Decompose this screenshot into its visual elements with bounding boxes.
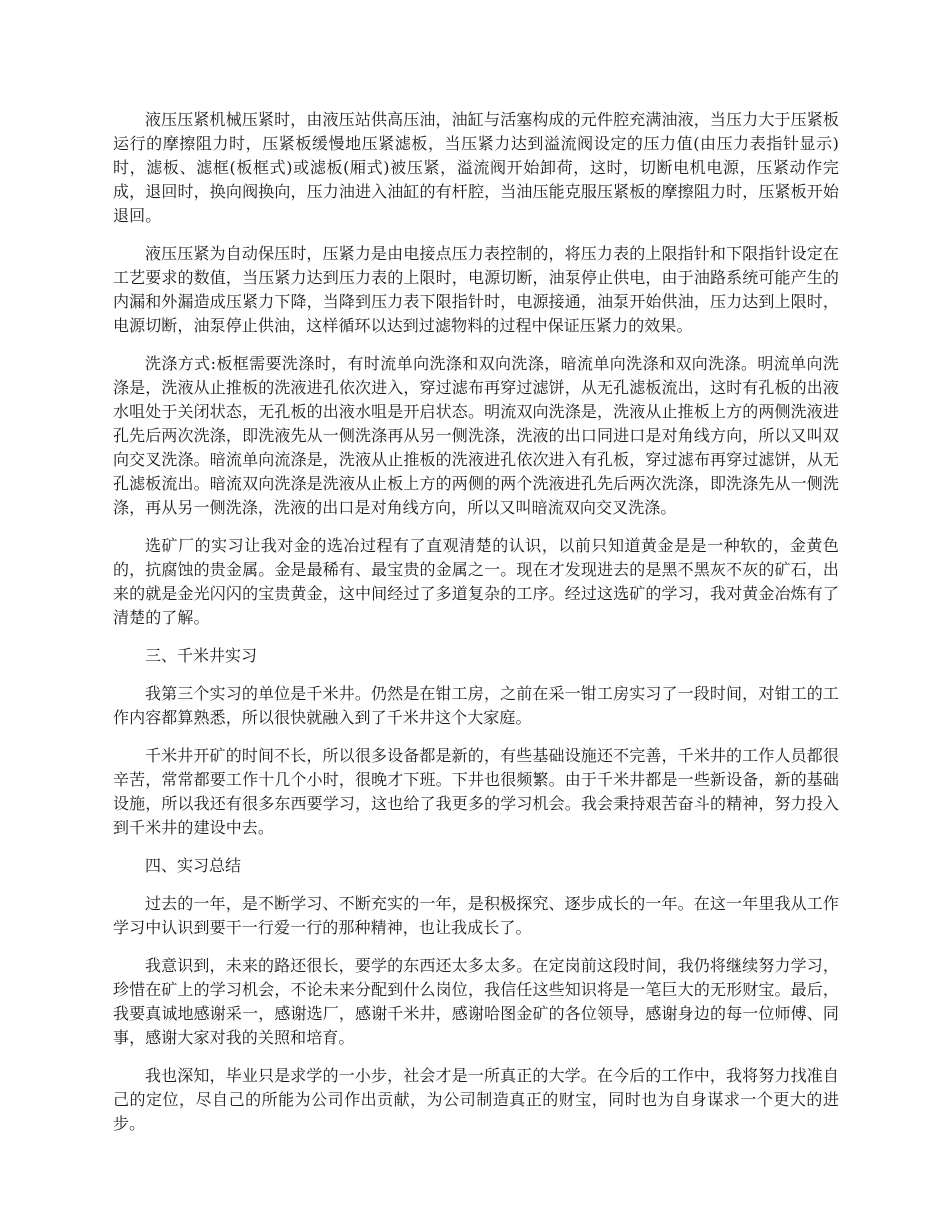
section-heading-kilometer-shaft: 三、千米井实习 (145, 646, 258, 665)
paragraph-washing-method: 洗涤方式:板框需要洗涤时，有时流单向洗涤和双向洗涤，暗流单向洗涤和双向洗涤。明流单向洗涤是，洗液从止推板的洗液进孔依次进入，穿过滤布再穿过滤饼，从无孔滤板流出，这时有孔板的出液水咀处于关闭状态，无孔板的出液水咀是开启状态。明流双向洗涤是，洗液从止推板上方的两侧洗液进孔先后两次洗涤，即洗液先从一侧洗涤再从另一侧洗涤，洗液的出口同进口是对角线方向，所以又叫双向交叉洗涤。暗流单向流涤是，洗液从止推板的洗液进孔依次进入有孔板，穿过滤布再穿过滤饼，从无孔滤板流出。暗流双向洗涤是洗液从止板上方的两侧的两个洗液进孔先后两次洗涤，即洗涤先从一侧洗涤，再从另一侧洗涤，洗液的出口是对角线方向，所以又叫暗流双向交叉洗涤。 (113, 354, 839, 517)
paragraph-past-year: 过去的一年，是不断学习、不断充实的一年，是积极探究、逐步成长的一年。在这一年里我从工作学习中认识到要干一行爱一行的那种精神，也让我成长了。 (113, 894, 839, 937)
paragraph-graduation: 我也深知，毕业只是求学的一小步，社会才是一所真正的大学。在今后的工作中，我将努力找准自己的定位，尽自己的所能为公司作出贡献，为公司制造真正的财宝，同时也为自身谋求一个更大的进步。 (113, 1066, 839, 1133)
paragraph-future-road: 我意识到，未来的路还很长，要学的东西还太多太多。在定岗前这段时间，我仍将继续努力学习，珍惜在矿上的学习机会，不论未来分配到什么岗位，我信任这些知识将是一笔巨大的无形财宝。最后，我要真诚地感谢采一，感谢选厂，感谢千米井，感谢哈图金矿的各位领导，感谢身边的每一位师傅、同事，感谢大家对我的关照和培育。 (113, 956, 839, 1047)
paragraph-ore-dressing: 选矿厂的实习让我对金的选冶过程有了直观清楚的认识，以前只知道黄金是是一种软的，金黄色的，抗腐蚀的贵金属。金是最稀有、最宝贵的金属之一。现在才发现进去的是黑不黑灰不灰的矿石，出来的就是金光闪闪的宝贵黄金，这中间经过了多道复杂的工序。经过这选矿的学习，我对黄金冶炼有了清楚的了解。 (113, 536, 839, 627)
paragraph-hydraulic-press: 液压压紧机械压紧时，由液压站供高压油，油缸与活塞构成的元件腔充满油液，当压力大于压紧板运行的摩擦阻力时，压紧板缓慢地压紧滤板，当压紧力达到溢流阀设定的压力值(由压力表指针显示)时，滤板、滤框(板框式)或滤板(厢式)被压紧，溢流阀开始卸荷，这时，切断电机电源，压紧动作完成，退回时，换向阀换向，压力油进入油缸的有杆腔，当油压能克服压紧板的摩擦阻力时，压紧板开始退回。 (113, 110, 839, 225)
section-heading-summary: 四、实习总结 (145, 856, 242, 875)
paragraph-third-internship: 我第三个实习的单位是千米井。仍然是在钳工房，之前在采一钳工房实习了一段时间，对钳工的工作内容都算熟悉，所以很快就融入到了千米井这个大家庭。 (113, 684, 839, 727)
paragraph-auto-pressure: 液压压紧为自动保压时，压紧力是由电接点压力表控制的，将压力表的上限指针和下限指针设定在工艺要求的数值，当压紧力达到压力表的上限时，电源切断，油泵停止供电，由于油路系统可能产生的内漏和外漏造成压紧力下降，当降到压力表下限指针时，电源接通，油泵开始供油，压力达到上限时，电源切断，油泵停止供油，这样循环以达到过滤物料的过程中保证压紧力的效果。 (113, 244, 839, 335)
paragraph-new-equipment: 千米井开矿的时间不长，所以很多设备都是新的，有些基础设施还不完善，千米井的工作人员都很辛苦，常常都要工作十几个小时，很晚才下班。下井也很频繁。由于千米井都是一些新设备，新的基础设施，所以我还有很多东西要学习，这也给了我更多的学习机会。我会秉持艰苦奋斗的精神，努力投入到千米井的建设中去。 (113, 746, 839, 837)
document-page (113, 108, 839, 1150)
